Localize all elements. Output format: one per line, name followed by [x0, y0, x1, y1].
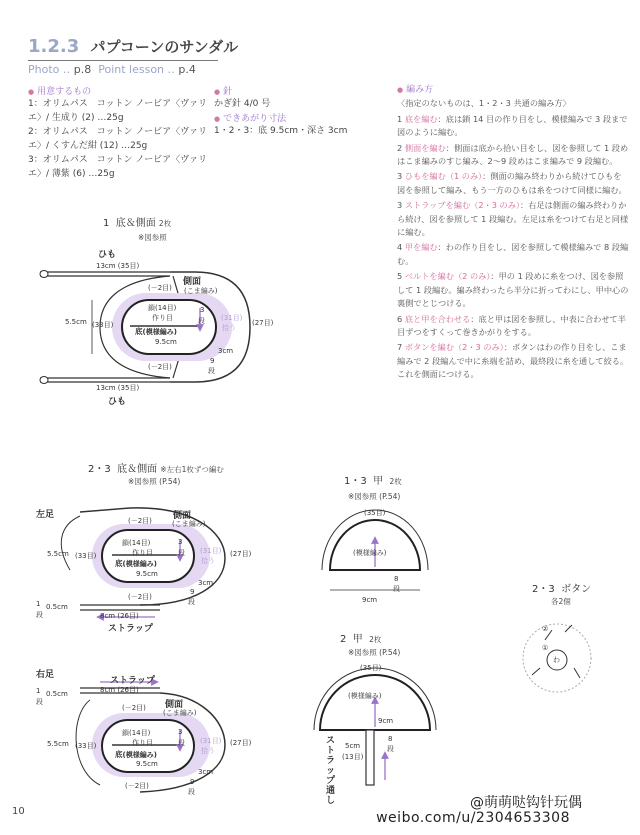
needle-label: ● 針 [214, 84, 384, 97]
fig23-left-sts33: (33目) [75, 552, 97, 560]
fig1-sts33: (33目) [92, 321, 114, 329]
button-n1: ① [542, 644, 549, 652]
instruction-step: 2 側面を編む：側面は底から拾い目をし、図を参照して 1 段めはこま編みのすじ編み、2～9 段めはこま編みで 9 段編む。 [397, 142, 629, 167]
fig23-left-sokumen: 側面 [173, 511, 192, 521]
fig-upper13-dan: 段 [393, 585, 400, 593]
fig1-sts31: (31目) [221, 314, 243, 322]
title-text: パプコーンのサンダル [90, 38, 239, 56]
fig-upper13-eight: 8 [394, 575, 399, 583]
fig23-left-one-dan: 段 [36, 611, 43, 619]
fig-upper13-moyou: (模様編み) [353, 549, 387, 557]
fig1-himo-top: ひも [98, 250, 117, 260]
fig23-right-height: 5.5cm [47, 740, 69, 748]
fig23-left-hiroi: 拾う [201, 557, 215, 565]
materials-line: 2：オリムパス コットン ノービア〈ヴァリ [28, 127, 208, 137]
fig23-right-tsukurime: 作り目 [132, 739, 153, 747]
fig1-koma: (こま編み) [184, 287, 218, 295]
instruction-step: 3 ひもを編む（1 のみ）：側面の編み終わりから続けてひもを図を参照して編み、もう一方のひもは糸をつけて同様に編む。 [397, 171, 627, 195]
materials-line: エ〉/ 生成り (2) …25g [28, 113, 124, 123]
instructions-label: ● 編み方 [397, 84, 629, 97]
fig-upper2-title: 2 甲 2枚 [340, 634, 382, 645]
fig1-dan2: 段 [208, 367, 215, 375]
instructions-intro: 〈指定のないものは、1・2・3 共通の編み方〉 [397, 98, 571, 109]
materials-line: 1：オリムパス コットン ノービア〈ヴァリ [28, 99, 208, 109]
materials-line: エ〉/ くすんだ紺 (12) …25g [28, 141, 148, 151]
fig1-dan: 段 [198, 317, 205, 325]
fig-upper2-depth: 9cm [378, 717, 394, 725]
fig1-himo-bottom: ひも [108, 397, 127, 407]
instruction-step: 6 底と甲を合わせる：底と甲は図を参照し、中表に合わせて半目ずつをすくって巻きかがりをする。 [397, 313, 626, 337]
fig-upper2-belt-sts: (13目) [342, 753, 364, 761]
button-count: 各2個 [551, 597, 571, 606]
fig1-soko: 底(模様編み) [135, 327, 177, 336]
fig23-left-strap-sts: 8cm (26目) [100, 612, 139, 620]
fig23-left-koma: (こま編み) [172, 520, 206, 528]
fig23-right-hiroi: 拾う [201, 747, 215, 755]
fig1-minus2-top: (－2目) [148, 284, 172, 292]
photo-reference: Photo ‥ p.8 Point lesson ‥ p.4 [28, 63, 196, 76]
fig1-himo-len-bottom: 13cm (35目) [96, 384, 140, 392]
fig-upper2-belt-len: 5cm [345, 742, 361, 750]
fig23-right-strap: ストラップ [110, 676, 155, 686]
fig23-left-sts27: (27目) [230, 550, 252, 558]
section-number: 1.2.3 [28, 36, 80, 57]
fig23-left-minus2-bottom: (－2目) [128, 593, 152, 601]
fig1-sokumen: 側面 [183, 277, 202, 287]
materials-label: ● 用意するもの [28, 84, 208, 97]
fig23-left-nine: 9 [190, 588, 195, 596]
fig23-left-depth: 3cm [198, 579, 214, 587]
fig23-ref: ※図参照 (P.54) [128, 477, 181, 486]
button-n2: ② [542, 625, 549, 633]
fig23-right-sts31: (31目) [200, 737, 222, 745]
fig23-right-width: 9.5cm [136, 760, 158, 768]
needle-value: かぎ針 4/0 号 [214, 99, 271, 109]
fig23-left-strap: ストラップ [108, 624, 153, 634]
instruction-step: 3 ストラップを編む（2・3 のみ）：右足は側面の編み終わりから続け、図を参照して 1 段編む。左足は糸をつけて右足と同様に編む。 [397, 200, 629, 238]
fig23-left-soko: 底(模様編み) [115, 559, 157, 568]
page-number: 10 [12, 806, 25, 817]
size-value: 1・2・3：底 9.5cm・深さ 3cm [214, 126, 348, 136]
fig23-title: 2・3 底＆側面 ※左右1枚ずつ編む [88, 464, 224, 475]
fig1-kusari: 鎖(14目) [148, 304, 177, 312]
fig-upper13-ref: ※図参照 (P.54) [348, 492, 401, 501]
fig-upper13-title: 1・3 甲 2枚 [344, 476, 402, 487]
materials-line: エ〉/ 薄紫 (6) …25g [28, 169, 115, 179]
fig-upper13-width: 9cm [362, 596, 378, 604]
fig-upper2-eight: 8 [388, 735, 393, 743]
fig23-left-tsukurime: 作り目 [132, 549, 153, 557]
fig23-left-sts31: (31目) [200, 547, 222, 555]
fig-upper13-sts35: (35目) [364, 509, 386, 517]
fig23-right-strap-w: 0.5cm [46, 690, 68, 698]
instruction-step: 5 ベルトを編む（2 のみ）：甲の 1 段めに糸をつけ、図を参照して 1 段編む。編み終わったら半分に折ってわにし、甲中心の裏側でとじつける。 [397, 271, 629, 309]
size-label: ● できあがり寸法 [214, 111, 384, 124]
fig23-left-strap-w: 0.5cm [46, 603, 68, 611]
fig1-nine: 9 [210, 357, 215, 365]
fig23-left-dan2: 段 [188, 598, 195, 606]
fig23-right-koma: (こま編み) [163, 709, 197, 717]
fig1-ref: ※図参照 [138, 233, 167, 242]
fig-upper2-belt: ストラップ通し [326, 736, 336, 806]
watermark-name: @萌萌哒钩针玩偶 [470, 795, 582, 811]
fig1-title: 1 底＆側面 2枚 [103, 218, 172, 229]
button-ring: わ [553, 656, 560, 664]
fig23-right-kusari: 鎖(14目) [122, 729, 151, 737]
fig23-right-minus2-top: (－2目) [122, 704, 146, 712]
materials-line: 3：オリムパス コットン ノービア〈ヴァリ [28, 155, 208, 165]
fig-upper2-sts35: (35目) [360, 664, 382, 672]
fig1-himo-len-top: 13cm (35目) [96, 262, 140, 270]
instruction-step: 1 底を編む：底は鎖 14 目の作り目をし、模様編みで 3 段まで図のように編む。 [397, 113, 628, 138]
fig23-right-three: 3 [178, 728, 183, 736]
fig23-right-dan: 段 [178, 739, 185, 747]
instruction-step: 4 甲を編む：わの作り目をし、図を参照して模様編みで 8 段編む。 [397, 242, 629, 266]
fig23-left-label: 左足 [36, 510, 55, 520]
fig23-right-soko: 底(模様編み) [115, 750, 157, 759]
fig23-left-dan: 段 [178, 549, 185, 557]
fig1-sts27: (27目) [252, 319, 274, 327]
fig23-right-sts27: (27目) [230, 739, 252, 747]
fig23-left-height: 5.5cm [47, 550, 69, 558]
fig23-right-depth: 3cm [198, 768, 214, 776]
fig1-height: 5.5cm [65, 318, 87, 326]
fig23-right-dan2: 段 [188, 788, 195, 796]
fig1-hiroi: 拾う [222, 324, 236, 332]
fig23-right-minus2-bottom: (－2目) [125, 782, 149, 790]
watermark-url: weibo.com/u/2304653308 [376, 810, 570, 826]
instruction-step: 7 ボタンを編む（2・3 のみ）：ボタンはわの作り目をし、こま編みで 2 段編んで中に糸端を詰め、最終段に糸を通して絞る。これを側面につける。 [397, 342, 629, 380]
fig1-tsukurime: 作り目 [152, 314, 173, 322]
fig23-right-strap-sts: 8cm (26目) [100, 686, 139, 694]
fig23-left-one: 1 [36, 600, 41, 608]
fig23-left-minus2-top: (－2目) [128, 517, 152, 525]
fig23-left-three: 3 [178, 538, 183, 546]
fig1-depth: 3cm [218, 347, 234, 355]
fig23-right-one-dan: 段 [36, 698, 43, 706]
fig1-minus2-bottom: (－2目) [148, 363, 172, 371]
fig-upper2-dan: 段 [387, 745, 394, 753]
fig23-right-nine: 9 [190, 778, 195, 786]
fig23-right-label: 右足 [36, 670, 55, 680]
fig23-right-one: 1 [36, 687, 41, 695]
fig23-left-width: 9.5cm [136, 570, 158, 578]
fig23-right-sts33: (33目) [75, 742, 97, 750]
fig-upper2-ref: ※図参照 (P.54) [348, 648, 401, 657]
fig-upper2-moyou: (模様編み) [348, 692, 382, 700]
fig1-three: 3 [200, 306, 205, 314]
button-title: 2・3 ボタン [532, 584, 592, 595]
fig23-left-kusari: 鎖(14目) [122, 539, 151, 547]
fig1-width: 9.5cm [155, 338, 177, 346]
fig23-right-sokumen: 側面 [165, 700, 184, 710]
